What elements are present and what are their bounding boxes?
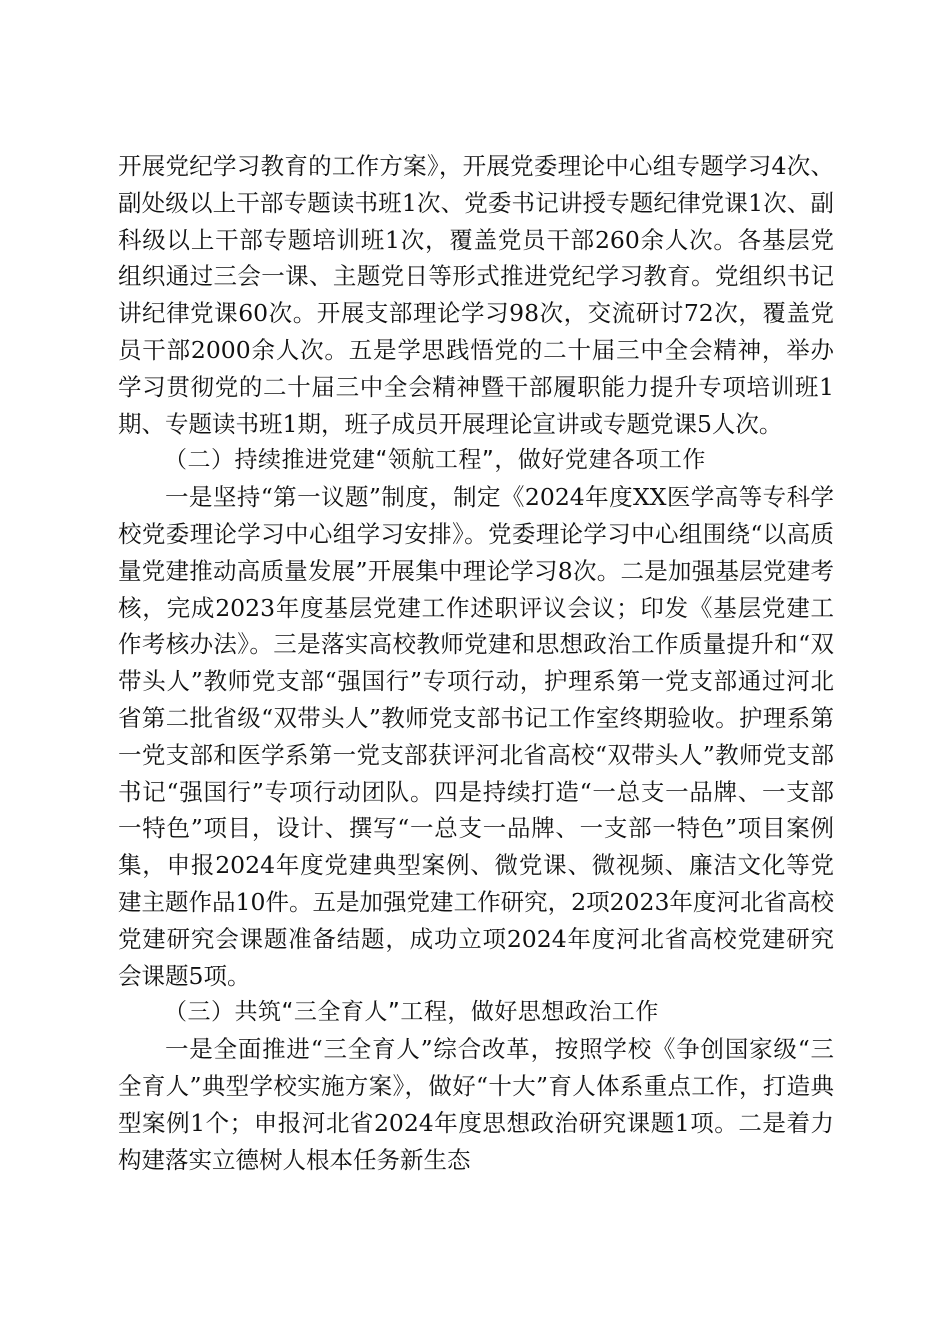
section-heading-2: （二）持续推进党建“领航工程”，做好党建各项工作 — [164, 447, 706, 474]
paragraph-party-discipline-education: 开展党纪学习教育的工作方案》，开展党委理论中心组专题学习4次、副处级以上干部专题读书班1次、党委书记讲授专题纪律党课1次、副科级以上干部专题培训班1次，覆盖党员干部260余人次。各基层党组织通过三会一课、主题党日等形式推进党纪学习教育。党组织书记讲纪律党课60次。开展支部理论学习98次，交流研讨72次，覆盖党员干部2000余人次。五是学思践悟党的二十届三中全会精神，举办学习贯彻党的二十届三中全会精神暨干部履职能力提升专项培训班1期、专题读书班1期，班子成员开展理论宣讲或专题党课5人次。 — [118, 152, 834, 438]
paragraph-ideological-political-work: 一是全面推进“三全育人”综合改革，按照学校《争创国家级“三全育人”典型学校实施方案》，做好“十大”育人体系重点工作，打造典型案例1个；申报河北省2024年度思想政治研究课题1项。二是着力构建落实立德树人根本任务新生态 — [118, 1035, 834, 1174]
section-heading-3: （三）共筑“三全育人”工程，做好思想政治工作 — [164, 999, 659, 1026]
paragraph-party-building-work: 一是坚持“第一议题”制度，制定《2024年度XX医学高等专科学校党委理论学习中心组学习安排》。党委理论学习中心组围绕“以高质量党建推动高质量发展”开展集中理论学习8次。二是加强基层党建考核，完成2023年度基层党建工作述职评议会议；印发《基层党建工作考核办法》。三是落实高校教师党建和思想政治工作质量提升和“双带头人”教师党支部“强国行”专项行动，护理系第一党支部通过河北省第二批省级“双带头人”教师党支部书记工作室终期验收。护理系第一党支部和医学系第一党支部获评河北省高校“双带头人”教师党支部书记“强国行”专项行动团队。四是持续打造“一总支一品牌、一支部一特色”项目，设计、撰写“一总支一品牌、一支部一特色”项目案例集，申报2024年度党建典型案例、微党课、微视频、廉洁文化等党建主题作品10件。五是加强党建工作研究，2项2023年度河北省高校党建研究会课题准备结题，成功立项2024年度河北省高校党建研究会课题5项。 — [118, 483, 834, 990]
document-page — [118, 148, 834, 1178]
